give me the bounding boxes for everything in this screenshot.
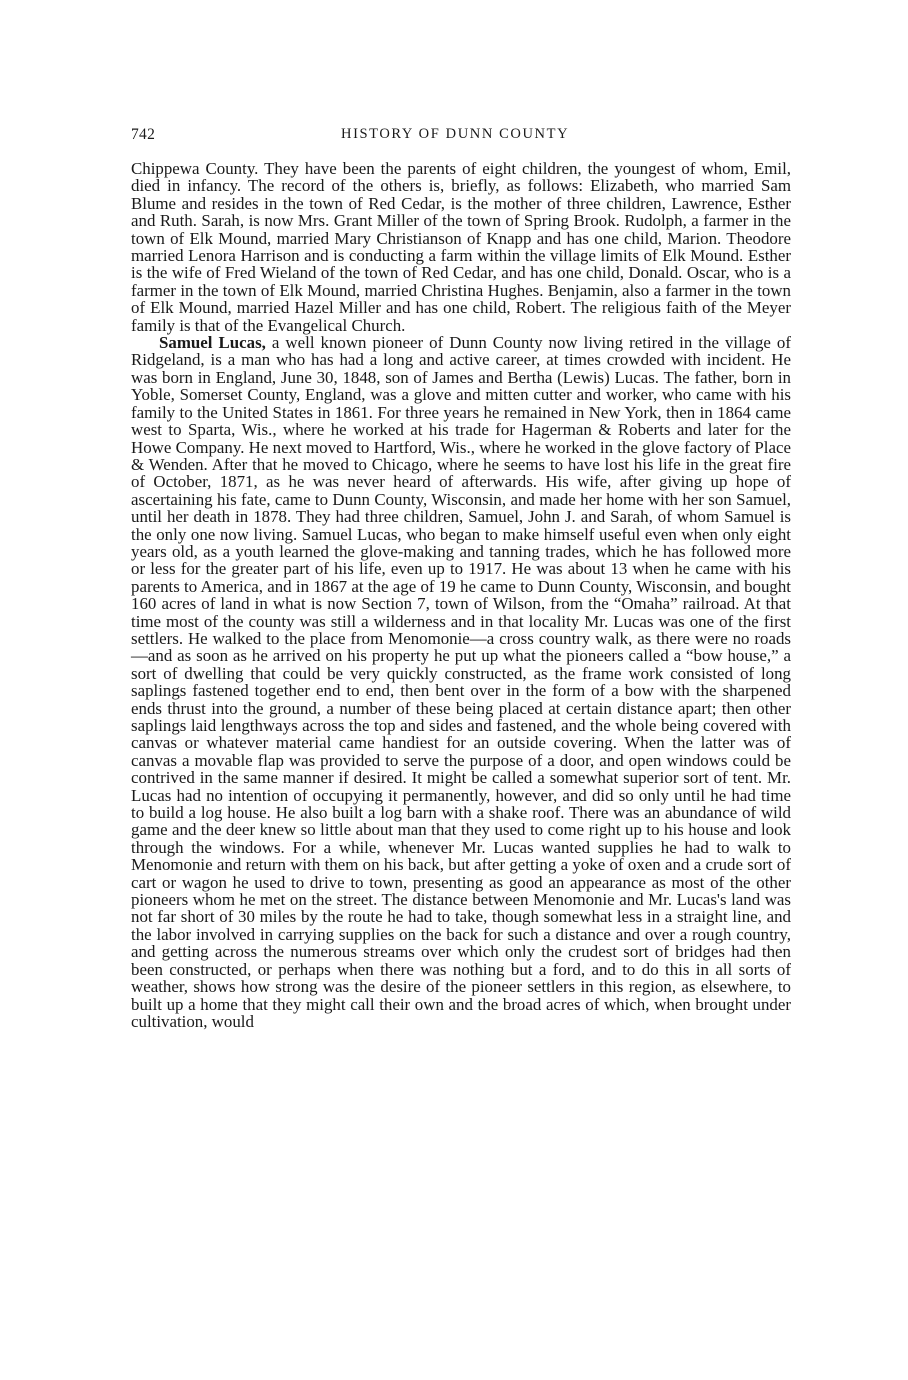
running-head [131,126,791,146]
samuel-lucas-paragraph [131,334,791,1030]
entry-name: Samuel Lucas, [159,333,266,353]
page-number: 742 [131,126,156,143]
running-title: HISTORY OF DUNN COUNTY [341,126,570,142]
body-text [131,160,791,1030]
entry-text: a well known pioneer of Dunn County now living retired in the village of Ridgeland, is a man who has had a long and active career, at times crowded with incident. He was born in England, June 30, 1848, son of James and Bertha (Lewis) Lucas. The father, born in Yoble, Somerset County, England, was a glove and mitten cutter and worker, who came with his family to the United States in 1861. For three years he remained in New York, then in 1864 came west to Sparta, Wis., where he worked at his trade for Hagerman & Roberts and later for the Howe Company. He next moved to Hartford, Wis., where he worked in the glove factory of Place & Wenden. After that he moved to Chicago, where he seems to have lost his life in the great fire of October, 1871, as he was never heard of afterwards. His wife, after giving up hope of ascertaining his fate, came to Dunn County, Wisconsin, and made her home with her son Samuel, until her death in 1878. They had three children, Samuel, John J. and Sarah, of whom Samuel is the only one now living. Samuel Lucas, who began to make himself useful even when only eight years old, as a youth learned the glove-making and tanning trades, which he has followed more or less for the greater part of his life, even up to 1917. He was about 13 when he came with his parents to America, and in 1867 at the age of 19 he came to Dunn County, Wisconsin, and bought 160 acres of land in what is now Section 7, town of Wilson, from the “Omaha” railroad. At that time most of the county was still a wilderness and in that locality Mr. Lucas was one of the first settlers. He walked to the place from Menomonie—a cross country walk, as there were no roads—and as soon as he arrived on his property he put up what the pioneers called a “bow house,” a sort of dwelling that could be very quickly constructed, as the frame work consisted of long saplings fastened together end to end, then bent over in the form of a bow with the sharpened ends thrust into the ground, a number of these being placed at certain distance apart; then other saplings laid lengthways across the top and sides and fastened, and the whole being covered with canvas or whatever material came handiest for an outside covering. When the latter was of canvas a movable flap was provided to serve the purpose of a door, and open windows could be contrived in the same manner if desired. It might be called a somewhat superior sort of tent. Mr. Lucas had no intention of occupying it permanently, however, and did so only until he had time to build a log house. He also built a log barn with a shake roof. There was an abundance of wild game and the deer knew so little about man that they used to come right up to his house and look through the windows. For a while, whenever Mr. Lucas wanted supplies he had to walk to Menomonie and return with them on his back, but after getting a yoke of oxen and a crude sort of cart or wagon he used to drive to town, presenting as good an appearance as most of the other pioneers whom he met on the street. The distance between Menomonie and Mr. Lucas's land was not far short of 30 miles by the route he had to take, though somewhat less in a straight line, and the labor involved in carrying supplies on the back for such a distance and over a rough country, and getting across the numerous streams over which only the crudest sort of bridges had then been constructed, or perhaps when there was nothing but a ford, and to do this in all sorts of weather, shows how strong was the desire of the pioneer settlers in this region, as elsewhere, to built up a home that they might call their own and the broad acres of which, when brought under cultivation, would [131,333,791,1031]
continued-paragraph: Chippewa County. They have been the parents of eight children, the youngest of whom, Emil, died in infancy. The record of the others is, briefly, as follows: Elizabeth, who married Sam Blume and resides in the town of Red Cedar, is the mother of three children, Lawrence, Esther and Ruth. Sarah, is now Mrs. Grant Miller of the town of Spring Brook. Rudolph, a farmer in the town of Elk Mound, married Mary Christianson of Knapp and has one child, Marion. Theodore married Lenora Harrison and is conducting a farm within the village limits of Elk Mound. Esther is the wife of Fred Wieland of the town of Red Cedar, and has one child, Donald. Oscar, who is a farmer in the town of Elk Mound, married Christina Hughes. Benjamin, also a farmer in the town of Elk Mound, married Hazel Miller and has one child, Robert. The religious faith of the Meyer family is that of the Evangelical Church. [131,159,791,335]
